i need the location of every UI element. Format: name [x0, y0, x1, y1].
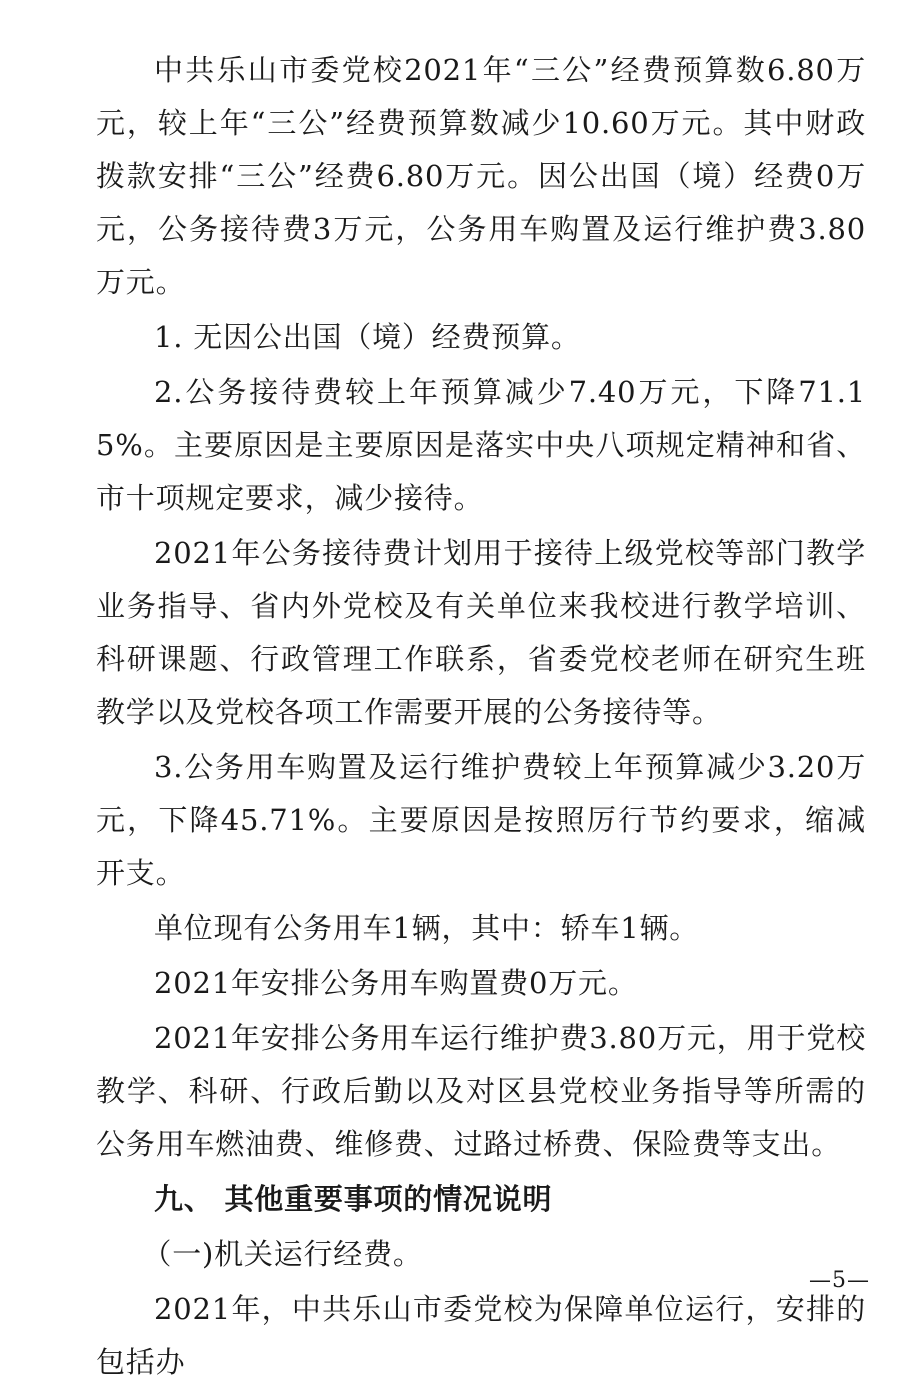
paragraph-overseas-travel: 1. 无因公出国（境）经费预算。 — [154, 320, 581, 354]
paragraph-reception-plan: 2021年公务接待费计划用于接待上级党校等部门教学业务指导、省内外党校及有关单位来我校进行教学培训、科研课题、行政管理工作联系，省委党校老师在研究生班教学以及党校各项工作需要开展的公务接待等。 — [96, 536, 866, 729]
paragraph-reception-fee: 2.公务接待费较上年预算减少7.40万元，下降71.15%。主要原因是主要原因是落实中央八项规定精神和省、市十项规定要求，减少接待。 — [96, 375, 866, 515]
paragraph-vehicle-fee: 3.公务用车购置及运行维护费较上年预算减少3.20万元，下降45.71%。主要原因是按照厉行节约要求，缩减开支。 — [96, 750, 866, 890]
section-heading: 九、 其他重要事项的情况说明 — [154, 1182, 553, 1216]
subsection-heading: （一)机关运行经费。 — [142, 1237, 423, 1271]
paragraph-vehicle-purchase: 2021年安排公务用车购置费0万元。 — [154, 966, 638, 1000]
paragraph-budget-summary: 中共乐山市委党校2021年“三公”经费预算数6.80万元，较上年“三公”经费预算数减少10.60万元。其中财政拨款安排“三公”经费6.80万元。因公出国（境）经费0万元，公务接待费3万元，公务用车购置及运行维护费3.80万元。 — [96, 53, 866, 299]
document-body — [96, 44, 866, 1391]
paragraph-vehicle-maintenance: 2021年安排公务用车运行维护费3.80万元，用于党校教学、科研、行政后勤以及对区县党校业务指导等所需的公务用车燃油费、维修费、过路过桥费、保险费等支出。 — [96, 1021, 866, 1161]
page-number: —5— — [809, 1268, 870, 1293]
paragraph-operating-expenses: 2021年，中共乐山市委党校为保障单位运行，安排的包括办 — [96, 1292, 866, 1379]
paragraph-vehicle-count: 单位现有公务用车1辆，其中：轿车1辆。 — [154, 911, 700, 945]
